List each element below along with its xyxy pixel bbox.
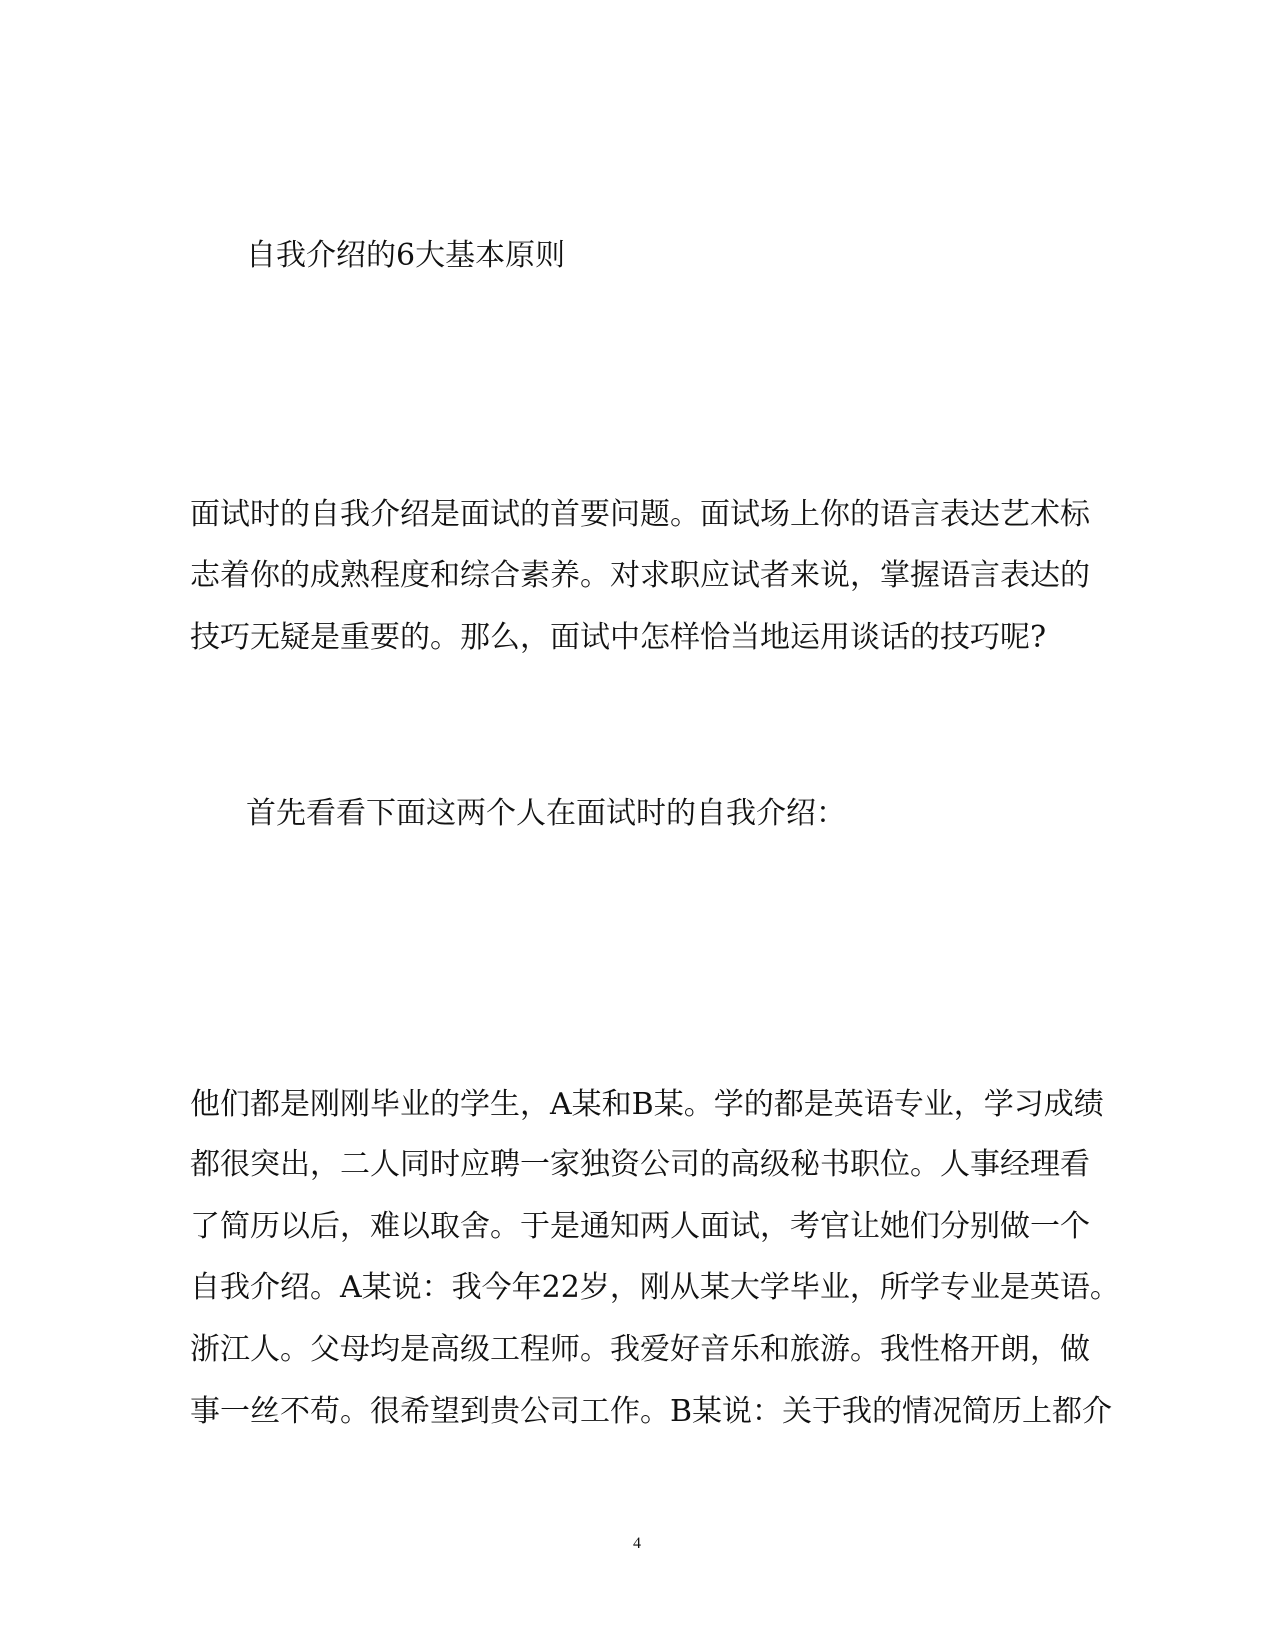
lead-in-paragraph: 首先看看下面这两个人在面试时的自我介绍： [246, 796, 846, 831]
story-paragraph-line: 了简历以后，难以取舍。于是通知两人面试，考官让她们分别做一个 [190, 1209, 1090, 1244]
story-paragraph-line: 浙江人。父母均是高级工程师。我爱好音乐和旅游。我性格开朗，做 [190, 1332, 1090, 1367]
intro-paragraph-line: 面试时的自我介绍是面试的首要问题。面试场上你的语言表达艺术标 [190, 497, 1090, 532]
section-heading: 自我介绍的6大基本原则 [246, 238, 566, 273]
story-paragraph-line: 他们都是刚刚毕业的学生，A某和B某。学的都是英语专业，学习成绩 [190, 1087, 1104, 1122]
story-paragraph-line: 事一丝不苟。很希望到贵公司工作。B某说：关于我的情况简历上都介 [190, 1394, 1113, 1429]
intro-paragraph-line: 技巧无疑是重要的。那么，面试中怎样恰当地运用谈话的技巧呢? [190, 620, 1047, 655]
story-paragraph-line: 都很突出，二人同时应聘一家独资公司的高级秘书职位。人事经理看 [190, 1147, 1090, 1182]
intro-paragraph-line: 志着你的成熟程度和综合素养。对求职应试者来说，掌握语言表达的 [190, 558, 1090, 593]
story-paragraph-line: 自我介绍。A某说：我今年22岁，刚从某大学毕业，所学专业是英语。 [190, 1270, 1120, 1305]
page-number: 4 [633, 1535, 641, 1552]
